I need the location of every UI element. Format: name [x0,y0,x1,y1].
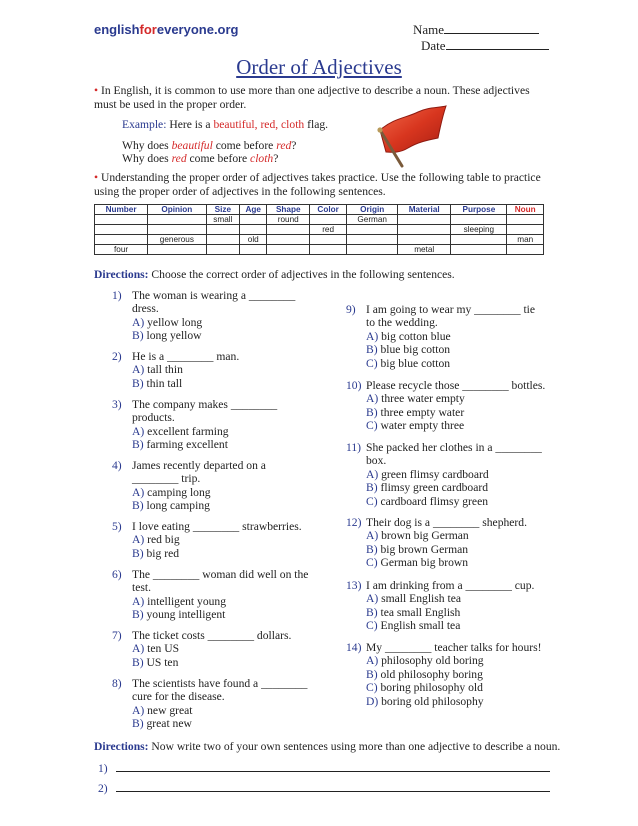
answer-option[interactable] [366,556,527,569]
question-number: 5) [112,520,122,533]
question-text: Their dog is a ________ shepherd. [366,516,527,529]
question-item [346,441,542,508]
answer-option[interactable] [132,316,295,329]
question-number: 6) [112,568,122,581]
option-text: boring philosophy old [377,681,483,695]
option-text: big brown German [377,542,469,556]
table-header-material: Material [398,205,451,215]
answer-option[interactable] [132,363,239,376]
option-letter: C) [366,619,378,633]
answer-option[interactable] [366,668,541,681]
option-text: tall thin [144,363,183,377]
option-text: water empty three [377,419,465,433]
option-letter: B) [366,542,378,556]
table-cell [347,235,398,245]
example-text: Here is a [166,118,214,131]
option-text: big red [143,546,180,560]
option-letter: A) [366,592,379,606]
option-letter: B) [366,481,378,495]
option-letter: A) [366,654,379,668]
question-text: I love eating ________ strawberries. [132,520,302,533]
name-line[interactable] [444,22,539,34]
question-item [112,459,266,513]
intro-text: Understanding the proper order of adjectives takes practice. Use the following table to practice [100,171,541,184]
option-letter: B) [366,605,378,619]
answer-option[interactable] [132,329,295,342]
table-cell: small [206,215,239,225]
table-cell [310,245,347,255]
option-letter: A) [132,703,145,717]
option-text: farming excellent [143,438,228,452]
question-number: 13) [346,579,362,592]
question-text: I am going to wear my ________ tie [366,303,536,316]
question-text: products. [132,411,175,425]
answer-option[interactable] [366,606,534,619]
option-letter: A) [132,424,145,438]
directions-label: Directions: [94,268,149,281]
option-letter: C) [366,419,378,433]
question-text: The ticket costs ________ dollars. [132,629,292,642]
question-item [112,629,291,669]
date-line[interactable] [446,38,549,50]
question-text: Please recycle those ________ bottles. [366,379,546,392]
answer-option[interactable] [366,543,527,556]
table-header-row [95,205,544,215]
answer-option[interactable] [132,499,266,512]
directions-label: Directions: [94,740,149,753]
site-text: everyone.org [156,22,239,37]
table-header-noun: Noun [507,205,544,215]
option-letter: B) [132,608,144,622]
answer-option[interactable] [132,704,307,717]
question-number: 7) [112,629,122,642]
option-letter: A) [132,594,145,608]
question-text: ________ trip. [132,472,201,486]
option-letter: A) [132,363,145,377]
question-item [112,289,295,343]
name-date-box [413,22,549,54]
table-cell [148,245,206,255]
question-number: 1) [112,289,122,302]
answer-option[interactable] [366,681,541,694]
write-line[interactable] [116,760,550,772]
table-cell [148,225,206,235]
question-text: to the wedding. [366,316,438,330]
question-text: The scientists have found a ________ [132,677,308,690]
table-cell [95,235,148,245]
table-header-origin: Origin [347,205,398,215]
question-number: 4) [112,459,122,472]
option-text: boring old philosophy [378,694,484,708]
question-item [346,641,541,708]
option-text: old philosophy boring [377,667,483,681]
answer-option[interactable] [366,529,527,542]
table-cell [310,235,347,245]
answer-option[interactable] [132,533,302,546]
table-row [95,235,544,245]
red-flag-icon [372,104,452,168]
option-letter: A) [132,642,145,656]
option-text: new great [144,703,193,717]
table-header-purpose: Purpose [451,205,507,215]
table-header-number: Number [95,205,148,215]
option-letter: B) [132,717,144,731]
answer-option[interactable] [366,343,535,356]
question-number: 9) [346,303,356,316]
table-header-size: Size [206,205,239,215]
question-text: The ________ woman did well on the [132,568,309,581]
option-text: red big [144,533,180,547]
intro-text: must be used in the proper order. [94,98,247,111]
table-cell: man [507,235,544,245]
question-text: The woman is wearing a ________ [132,289,296,302]
example-adjectives: beautiful, red, cloth [213,118,305,131]
table-row [95,215,544,225]
question-text: test. [132,581,151,595]
directions-text: Now write two of your own sentences using more than one adjective to describe a noun. [148,740,561,753]
table-cell [398,225,451,235]
example-text: flag. [304,118,329,131]
answer-option[interactable] [132,547,302,560]
table-cell: red [310,225,347,235]
question-text: cure for the disease. [132,690,225,704]
table-cell: round [267,215,310,225]
answer-option[interactable] [132,377,239,390]
option-letter: A) [132,485,145,499]
option-letter: C) [366,556,378,570]
option-letter: B) [132,376,144,390]
example-sentence [122,118,328,132]
table-cell [347,245,398,255]
question-text: James recently departed on a [132,459,266,472]
table-header-shape: Shape [267,205,310,215]
table-cell [95,225,148,235]
answer-option[interactable] [366,468,542,481]
question-number: 8) [112,677,122,690]
option-text: English small tea [377,619,461,633]
question-item [346,303,535,370]
question-number: 12) [346,516,362,529]
question-number: 10) [346,379,362,392]
question-item [112,398,277,452]
option-text: small English tea [378,592,461,606]
table-cell [240,225,267,235]
table-cell [398,235,451,245]
intro-text: In English, it is common to use more than one adjective to describe a noun. These adjectives [100,84,530,97]
example-question-2: Why does red come before cloth? [122,152,279,165]
table-cell: German [347,215,398,225]
table-cell [267,245,310,255]
question-item [112,677,307,731]
answer-option[interactable] [366,619,534,632]
option-text: excellent farming [144,424,229,438]
answer-option[interactable] [366,495,542,508]
table-cell: old [240,235,267,245]
question-item [346,379,545,433]
option-letter: B) [366,343,378,357]
option-letter: C) [366,356,378,370]
answer-option[interactable] [366,592,534,605]
table-cell [206,225,239,235]
answer-option[interactable] [366,357,535,370]
option-text: great new [143,717,192,731]
directions-text: Choose the correct order of adjectives in the following sentences. [148,268,455,281]
option-letter: A) [366,329,379,343]
example-question-1: Why does beautiful come before red? [122,139,297,152]
option-text: cardboard flimsy green [377,494,489,508]
option-letter: B) [366,405,378,419]
option-letter: D) [366,694,379,708]
table-header-opinion: Opinion [148,205,206,215]
table-cell [240,245,267,255]
table-cell [507,215,544,225]
option-letter: A) [366,467,379,481]
option-letter: B) [132,655,144,669]
question-text: My ________ teacher talks for hours! [366,641,542,654]
answer-option[interactable] [132,438,277,451]
question-number: 2) [112,350,122,363]
option-text: philosophy old boring [378,654,484,668]
example-label: Example: [122,118,167,131]
question-item [346,516,527,570]
date-label: Date [421,38,446,53]
site-logo [94,22,239,37]
table-cell [451,235,507,245]
intro-paragraph-1: • In English, it is common to use more than one adjective to describe a noun. These adjectives must be used in the proper order. [94,84,530,111]
table-cell [507,225,544,235]
option-text: big blue cotton [377,356,451,370]
directions-1 [94,268,455,281]
option-letter: A) [366,529,379,543]
option-letter: B) [132,499,144,513]
table-header-color: Color [310,205,347,215]
table-cell: sleeping [451,225,507,235]
intro-text: using the proper order of adjectives in the following sentences. [94,185,386,198]
table-cell [267,235,310,245]
table-row [95,225,544,235]
option-text: green flimsy cardboard [378,467,489,481]
option-letter: B) [366,667,378,681]
table-cell [240,215,267,225]
question-number: 3) [112,398,122,411]
question-item [346,579,534,633]
directions-2 [94,740,560,753]
table-cell: generous [148,235,206,245]
table-row [95,245,544,255]
option-letter: A) [366,392,379,406]
answer-option[interactable] [132,642,291,655]
table-cell [310,215,347,225]
option-text: flimsy green cardboard [377,481,489,495]
answer-option[interactable] [132,425,277,438]
option-text: intelligent young [144,594,227,608]
table-cell: four [95,245,148,255]
option-text: tea small English [377,605,461,619]
site-text: english [94,22,140,37]
answer-option[interactable] [132,717,307,730]
table-cell [347,225,398,235]
site-text-accent: for [139,22,157,37]
answer-option[interactable] [366,481,542,494]
name-label: Name [413,22,445,37]
option-text: young intelligent [143,608,226,622]
option-text: yellow long [144,315,203,329]
option-text: thin tall [143,376,183,390]
question-item [112,520,302,560]
option-text: brown big German [378,529,469,543]
option-letter: C) [366,494,378,508]
answer-option[interactable] [366,654,541,667]
answer-option[interactable] [132,595,308,608]
answer-option[interactable] [366,419,545,432]
option-letter: A) [132,315,145,329]
table-cell: metal [398,245,451,255]
question-number: 11) [346,441,362,454]
table-cell [267,225,310,235]
answer-option[interactable] [366,392,545,405]
option-text: long camping [143,499,210,513]
page-title: Order of Adjectives [236,55,402,79]
option-text: three water empty [378,392,465,406]
answer-option[interactable] [366,330,535,343]
adjective-order-table [94,204,544,255]
option-text: US ten [143,655,179,669]
table-cell [206,235,239,245]
option-text: camping long [144,485,211,499]
option-text: blue big cotton [377,343,451,357]
option-letter: B) [132,438,144,452]
option-letter: A) [132,533,145,547]
answer-option[interactable] [132,608,308,621]
option-text: ten US [144,642,180,656]
write-line-number: 1) [98,762,108,775]
write-line-row [98,780,550,795]
option-text: big cotton blue [378,329,451,343]
option-letter: B) [132,329,144,343]
option-letter: C) [366,681,378,695]
question-text: dress. [132,302,159,316]
question-text: The company makes ________ [132,398,278,411]
question-text: She packed her clothes in a ________ [366,441,542,454]
option-text: long yellow [143,329,202,343]
answer-option[interactable] [132,656,291,669]
option-text: German big brown [377,556,469,570]
write-line-number: 2) [98,782,108,795]
answer-option[interactable] [132,486,266,499]
write-line-row [98,760,550,775]
intro-paragraph-2: • Understanding the proper order of adjectives takes practice. Use the following table to practice using the proper order of adjectives in the following sentences. [94,171,541,198]
write-line[interactable] [116,780,550,792]
question-text: I am drinking from a ________ cup. [366,579,535,592]
option-text: three empty water [377,405,465,419]
question-text: box. [366,454,387,468]
table-cell [206,245,239,255]
table-cell [451,245,507,255]
question-number: 14) [346,641,362,654]
option-letter: B) [132,546,144,560]
table-header-age: Age [240,205,267,215]
question-item [112,568,308,622]
question-text: He is a ________ man. [132,350,240,363]
table-cell [398,215,451,225]
answer-option[interactable] [366,695,541,708]
table-cell [451,215,507,225]
table-cell [95,215,148,225]
table-cell [148,215,206,225]
question-item [112,350,239,390]
answer-option[interactable] [366,406,545,419]
table-cell [507,245,544,255]
